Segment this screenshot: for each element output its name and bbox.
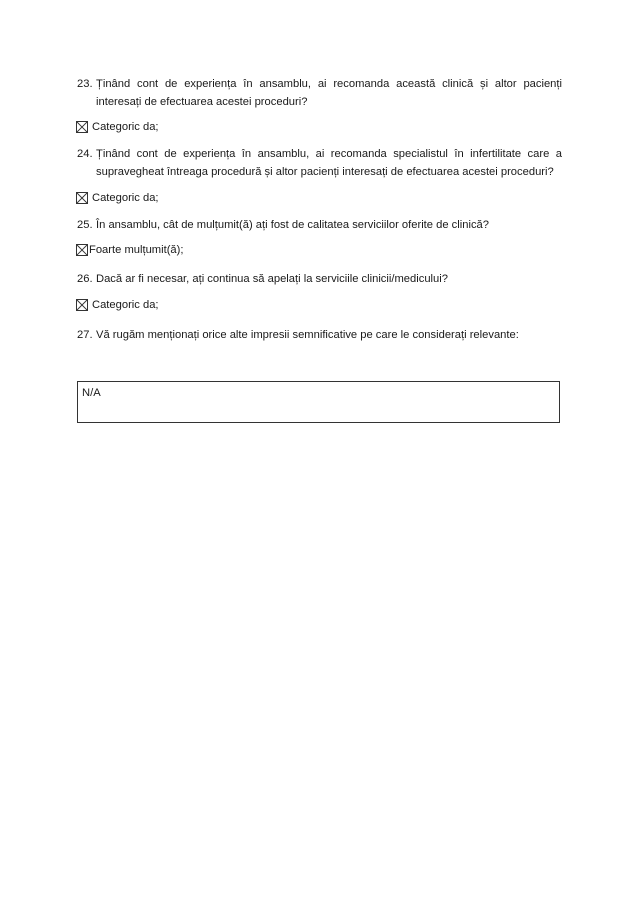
answer-25 — [76, 242, 184, 258]
answer-23 — [76, 119, 159, 135]
answer-text: Foarte mulțumit(ă); — [89, 244, 184, 256]
checked-box-icon — [76, 299, 88, 311]
question-24 — [77, 145, 562, 181]
question-text: Ținând cont de experiența în ansamblu, ai recomanda această clinică și altor pacienți interesați de efectuarea acestei proceduri? — [96, 78, 562, 108]
question-number: 24. — [77, 148, 93, 160]
question-25 — [77, 216, 562, 234]
response-box — [77, 381, 560, 423]
answer-text: Categoric da; — [92, 299, 159, 311]
question-26 — [77, 270, 562, 288]
checked-box-icon — [76, 192, 88, 204]
question-text: În ansamblu, cât de mulțumit(ă) ați fost de calitatea serviciilor oferite de clinică? — [96, 219, 489, 231]
answer-text: Categoric da; — [92, 121, 159, 133]
answer-26 — [76, 297, 159, 313]
question-number: 27. — [77, 329, 93, 341]
question-text: Ținând cont de experiența în ansamblu, ai recomanda specialistul în infertilitate care a supravegheat întreaga procedură și altor pacienți interesați de efectuarea acestei proceduri? — [96, 148, 562, 178]
question-23 — [77, 75, 562, 111]
question-number: 23. — [77, 78, 93, 90]
answer-24 — [76, 190, 159, 206]
question-text: Dacă ar fi necesar, ați continua să apelați la serviciile clinicii/medicului? — [96, 273, 448, 285]
answer-text: Categoric da; — [92, 192, 159, 204]
checked-box-icon — [76, 244, 88, 256]
checked-box-icon — [76, 121, 88, 133]
question-text: Vă rugăm menționați orice alte impresii semnificative pe care le considerați relevante: — [96, 329, 519, 341]
response-text: N/A — [82, 387, 101, 399]
question-27 — [77, 326, 562, 344]
question-number: 26. — [77, 273, 93, 285]
question-number: 25. — [77, 219, 93, 231]
